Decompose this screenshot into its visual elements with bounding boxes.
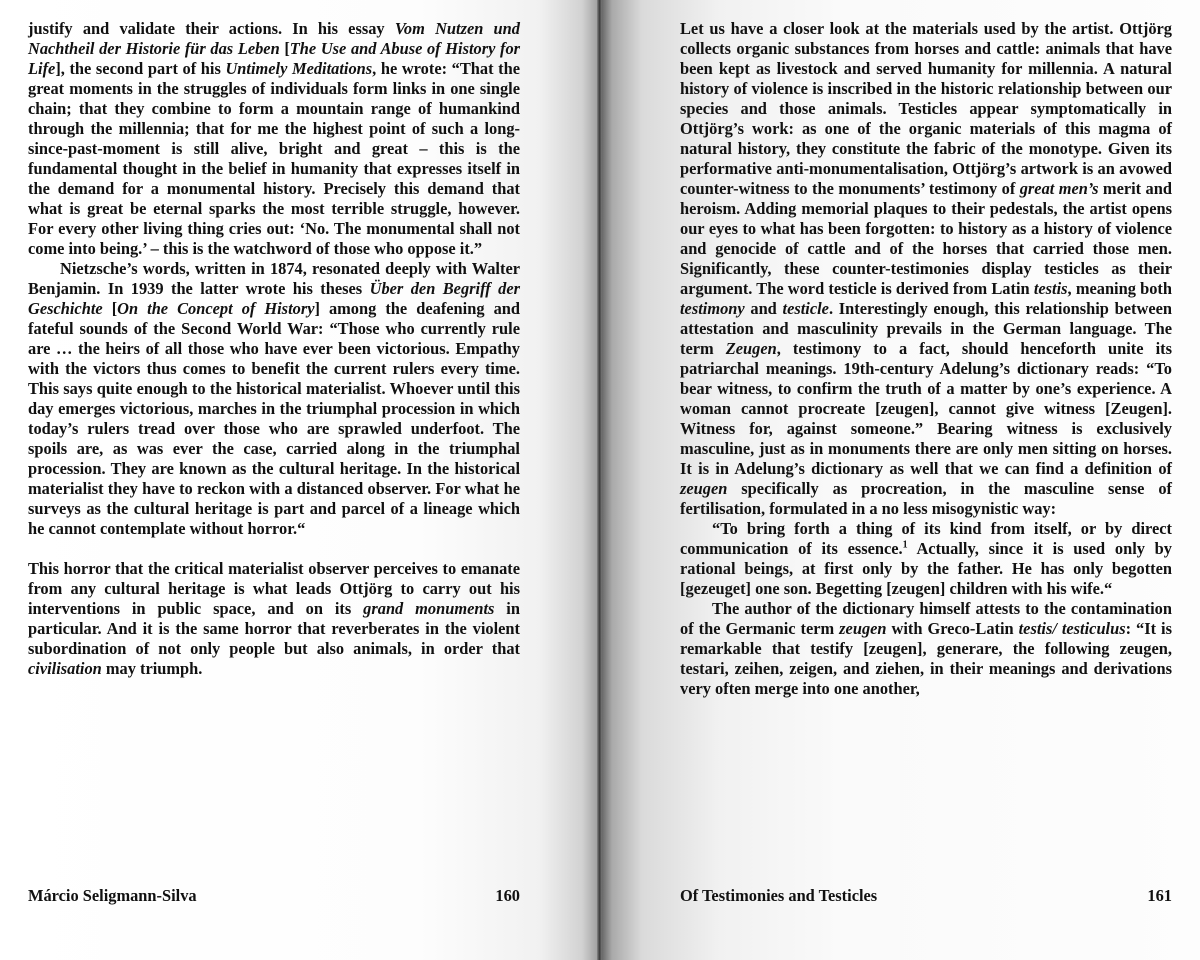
text-run: ] among the deafening and fateful sounds of the Second World War: “Those who currently rule are … the heirs of all those who have ever been victorious. Empathy with the victors thus comes to benefit the current rulers every time. This says quite enough to the historical materialist. Whoever until this day emerges victorious, marches in the triumphal procession in which today’s rulers tread over those who are sprawled underfoot. The spoils are, as was ever the case, carried along in the triumphal procession. They are known as the cultural heritage. In the historical materialist they have to reckon with a distanced observer. For what he surveys as the cultural heritage is part and parcel of a lineage which he cannot contemplate without horror.“ (28, 299, 520, 538)
text-run: Let us have a closer look at the materials used by the artist. Ottjörg collects organic substances from horses and cattle: animals that have been kept as livestock and served humanity for millennia. A natural history of violence is inscribed in the historic relationship between our species and those animals. Testicles appear symptomatically in Ottjörg’s work: as one of the organic materials of this magma of natural history, they constitute the fabric of the monotype. Given its performative anti-monumentalisation, Ottjörg’s artwork is an avowed counter-witness to the monuments’ testimony of (680, 19, 1172, 198)
running-footer-title: Of Testimonies and Testicles (680, 886, 878, 905)
text-run: justify and validate their actions. In his essay (28, 19, 395, 38)
italic-text-run: testimony (680, 299, 745, 318)
book-gutter (597, 0, 602, 960)
italic-text-run: civilisation (28, 659, 102, 678)
right-paragraph-2 (680, 519, 1172, 599)
italic-text-run: zeugen (680, 479, 728, 498)
italic-text-run: Zeugen (725, 339, 777, 358)
text-run: [ (102, 299, 118, 318)
right-paragraph-3 (680, 599, 1172, 699)
left-page-footer (28, 886, 520, 906)
text-run: with Greco-Latin (886, 619, 1019, 638)
right-paragraph-1 (680, 19, 1172, 519)
text-run: , he wrote: “That the great moments in the struggles of individuals form links in one single chain; that they combine to form a mountain range of humankind through the millennia; that for me the highest point of such a long-since-past-moment is still alive, bright and great – this is the fundamental thought in the belief in humanity that expresses itself in the demand for a monumental history. Precisely this demand that what is great be eternal sparks the most terrible struggle, however. For every other living thing cries out: ‘No. The monumental shall not come into being.’ – this is the watchword of those who oppose it.” (28, 59, 521, 258)
left-page-body (28, 19, 520, 679)
italic-text-run: Über den Begriff der Geschichte (28, 279, 520, 318)
left-paragraph-1 (28, 19, 520, 259)
italic-text-run: testis/ testiculus (1018, 619, 1126, 638)
page-number-right: 161 (1147, 886, 1172, 905)
italic-text-run: Untimely Meditations (225, 59, 373, 78)
text-run: merit and heroism. Adding memorial plaques to their pedestals, the artist opens our eyes to what has been forgotten: to history as a history of violence and genocide of cattle and of the horses that carried those men. Significantly, these counter-testimonies display testicles as their argument. The word testicle is derived from Latin (680, 179, 1172, 298)
italic-text-run: great men’s (1019, 179, 1099, 198)
italic-text-run: grand monuments (363, 599, 495, 618)
right-page-footer (680, 886, 1172, 906)
italic-text-run: zeugen (839, 619, 887, 638)
right-page-body (680, 19, 1172, 699)
text-run: The author of the dictionary himself attests to the contamination of the Germanic term (680, 599, 1172, 638)
italic-text-run: The Use and Abuse of History for Life (28, 39, 521, 78)
text-run: , testimony to a fact, should henceforth unite its patriarchal meanings. 19th-century Adelung’s dictionary reads: “To bear witness, to confirm the truth of a matter by one’s experience. A woman cannot procreate [zeugen], cannot give witness [Zeugen]. Witness for, against someone.” Bearing witness is exclusively masculine, just as in monuments there are only men sitting on horses. It is in Adelung’s dictionary as well that we can find a definition of (680, 339, 1172, 478)
text-run: , meaning both (1067, 279, 1172, 298)
text-run: may triumph. (101, 659, 203, 678)
text-run: Actually, since it is used only by rational beings, at first only by the father. He has only begotten [gezeuget] one son. Begetting [zeugen] children with his wife.“ (680, 539, 1172, 598)
italic-text-run: Vom Nutzen und Nachtheil der Historie für das Leben (28, 19, 520, 58)
text-run: ], the second part of his (55, 59, 226, 78)
italic-text-run: testis (1033, 279, 1068, 298)
running-footer-author: Márcio Seligmann-Silva (28, 886, 197, 905)
text-run: and (744, 299, 783, 318)
left-paragraph-3 (28, 559, 520, 679)
text-run: . Interestingly enough, this relationship between attestation and masculinity prevails in the German language. The term (680, 299, 1172, 358)
italic-text-run: testicle (782, 299, 829, 318)
page-number-left: 160 (495, 886, 520, 905)
italic-text-run: On the Concept of History (117, 299, 315, 318)
footnote-marker: 1 (902, 539, 908, 551)
text-run: “To bring forth a thing of its kind from itself, or by direct communication of its essence. (680, 519, 1172, 558)
text-run: [ (279, 39, 290, 58)
text-run: specifically as procreation, in the masculine sense of fertilisation, formulated in a no less misogynistic way: (680, 479, 1172, 518)
right-page (600, 0, 1200, 960)
left-paragraph-2 (28, 259, 520, 539)
text-run: : “It is remarkable that testify [zeugen], generare, the following zeugen, testari, zeihen, zeigen, and ziehen, in their meanings and derivations very often merge into one another, (680, 619, 1172, 698)
text-run: Nietzsche’s words, written in 1874, resonated deeply with Walter Benjamin. In 1939 the latter wrote his theses (28, 259, 520, 298)
text-run: in particular. And it is the same horror that reverberates in the violent subordination of not only people but also animals, in order that (28, 599, 520, 658)
text-run: This horror that the critical materialist observer perceives to emanate from any cultural heritage is what leads Ottjörg to carry out his interventions in public space, and on its (28, 559, 520, 618)
